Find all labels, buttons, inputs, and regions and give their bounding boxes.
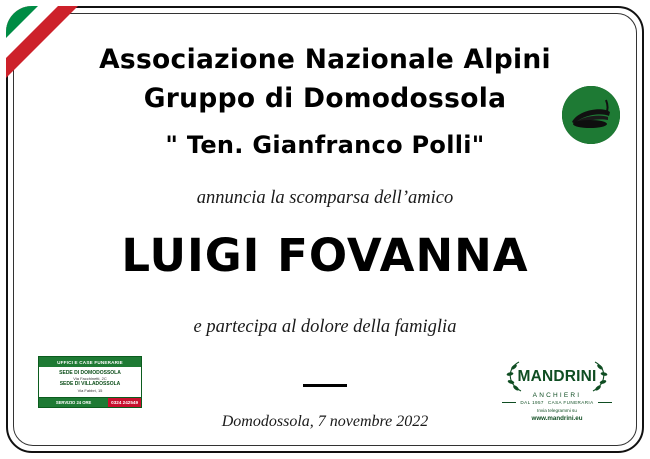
- organization-line-2: Gruppo di Domodossola: [143, 83, 507, 114]
- condolence-text: e partecipa al dolore della famiglia: [193, 317, 457, 337]
- agency-left-service-label: SERVIZIO 24 ORE: [39, 398, 108, 407]
- mandrini-name: MANDRINI: [517, 368, 597, 385]
- mandrini-url[interactable]: www.mandrini.eu: [531, 415, 583, 423]
- agency-left-phone: 0324 242549: [108, 398, 141, 407]
- mandrini-agency-logo: [498, 356, 616, 422]
- funeral-agency-left-logo: [38, 356, 142, 408]
- agency-left-site2-label: SEDE DI VILLADOSSOLA: [59, 381, 121, 388]
- mandrini-kind: CASA FUNERARIA: [547, 400, 594, 405]
- mandrini-line-right: [598, 402, 612, 403]
- agency-left-site2-address: Via Fabbri, 15: [77, 387, 103, 393]
- mandrini-note: Invia telegrammi su: [537, 408, 577, 413]
- place-and-date: Domodossola, 7 novembre 2022: [221, 413, 429, 430]
- agency-left-body: [39, 367, 141, 395]
- agency-left-footer: [39, 397, 141, 407]
- mandrini-line-left: [502, 402, 516, 403]
- mandrini-since-line: [498, 400, 616, 405]
- agency-left-header: UFFICI E CASE FUNERARIE: [39, 357, 141, 367]
- divider-rule: [303, 384, 347, 387]
- mandrini-subtitle: ANCHIERI: [532, 392, 582, 399]
- agency-left-site1-address: Via Facchinetti, 2C: [73, 376, 107, 382]
- announcement-text: annuncia la scomparsa dell’amico: [196, 188, 454, 208]
- mandrini-since: DAL 1957: [520, 400, 544, 405]
- organization-line-3: " Ten. Gianfranco Polli": [165, 131, 485, 159]
- organization-line-1: Associazione Nazionale Alpini: [99, 44, 551, 75]
- agency-left-site1-label: SEDE DI DOMODOSSOLA: [59, 370, 121, 376]
- deceased-name: LUIGI FOVANNA: [121, 229, 529, 282]
